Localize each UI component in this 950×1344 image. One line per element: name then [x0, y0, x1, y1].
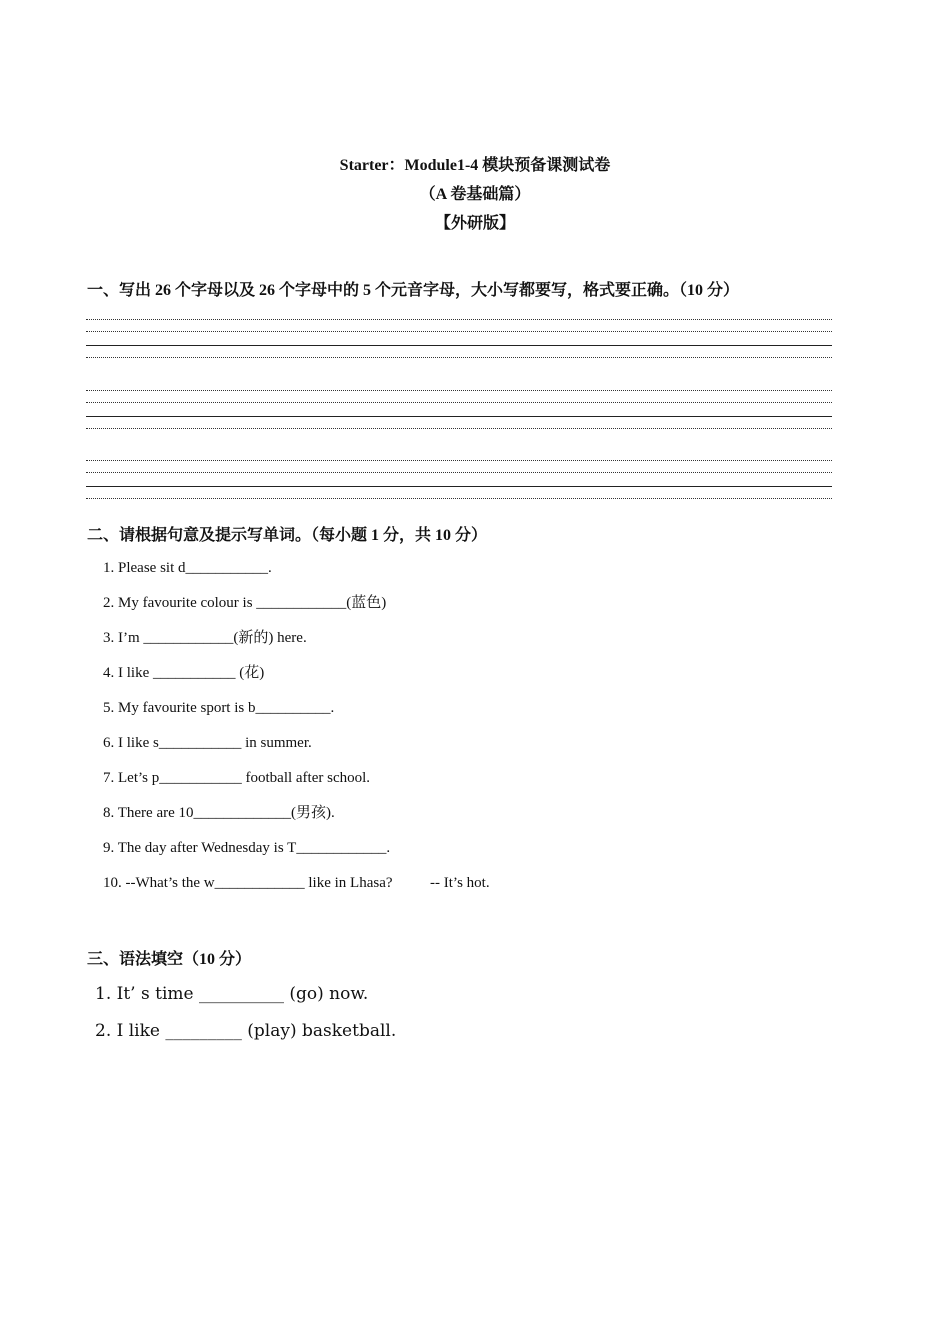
question-item: 7. Let’s p___________ football after school. — [103, 770, 371, 786]
section-2-questions — [103, 558, 490, 908]
question-item: 1. Please sit d___________. — [103, 560, 272, 576]
dotted-line — [86, 331, 832, 332]
dotted-line — [86, 319, 832, 320]
exam-title: Starter：Module1-4 模块预备课测试卷 — [339, 157, 611, 174]
question-item: 1. It’ s time __________ (go) now. — [95, 984, 369, 1004]
writing-lines-3[interactable] — [86, 460, 832, 500]
dotted-line — [86, 498, 832, 499]
section-3-heading: 三、语法填空（10 分） — [87, 951, 252, 968]
question-item: 2. I like _________ (play) basketball. — [95, 1021, 397, 1041]
dotted-line — [86, 402, 832, 403]
question-item: 6. I like s___________ in summer. — [103, 735, 312, 751]
question-item: 3. I’m ____________(新的) here. — [103, 630, 307, 646]
question-item: 8. There are 10_____________(男孩). — [103, 805, 335, 821]
question-item: 10. --What’s the w____________ like in Lhasa? -- It’s hot. — [103, 875, 490, 891]
writing-lines-1[interactable] — [86, 319, 832, 359]
exam-edition: 【外研版】 — [434, 215, 515, 232]
section-3-questions — [95, 983, 396, 1057]
section-2-heading: 二、请根据句意及提示写单词。（每小题 1 分，共 10 分） — [87, 527, 488, 544]
question-item: 9. The day after Wednesday is T____________. — [103, 840, 391, 856]
dotted-line — [86, 390, 832, 391]
dotted-line — [86, 472, 832, 473]
question-item: 4. I like ___________ (花) — [103, 665, 265, 681]
writing-lines-2[interactable] — [86, 390, 832, 430]
dotted-line — [86, 357, 832, 358]
section-1-heading: 一、写出 26 个字母以及 26 个字母中的 5 个元音字母，大小写都要写，格式要正确。（10 分） — [87, 282, 740, 299]
exam-subtitle: （A 卷基础篇） — [419, 186, 531, 203]
question-item: 5. My favourite sport is b__________. — [103, 700, 335, 716]
baseline — [86, 345, 832, 346]
baseline — [86, 416, 832, 417]
dotted-line — [86, 428, 832, 429]
baseline — [86, 486, 832, 487]
dotted-line — [86, 460, 832, 461]
question-item: 2. My favourite colour is ____________(蓝色) — [103, 595, 387, 611]
